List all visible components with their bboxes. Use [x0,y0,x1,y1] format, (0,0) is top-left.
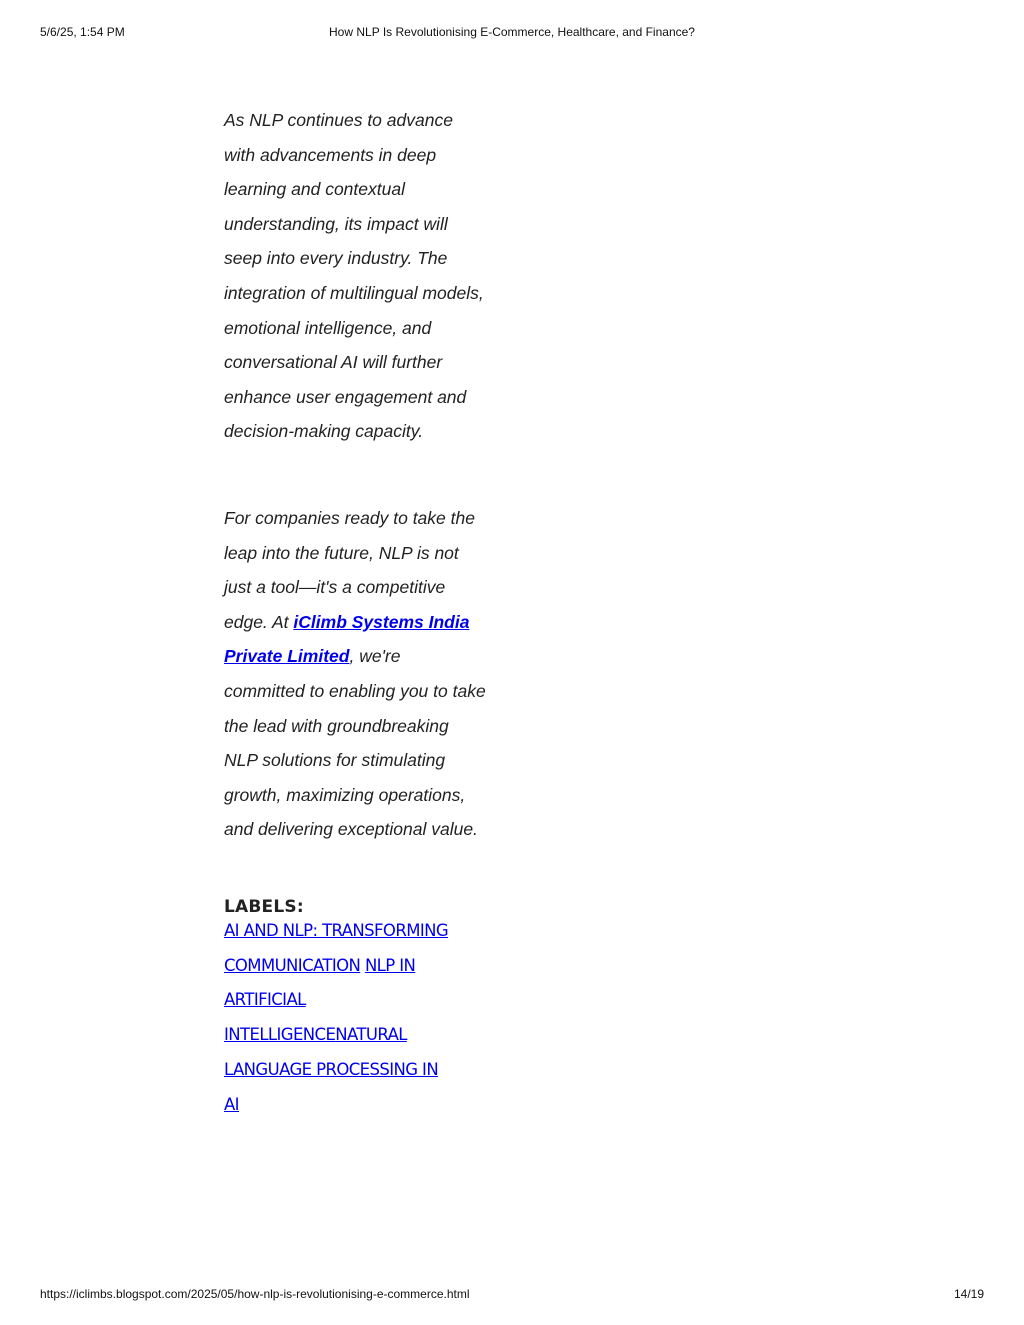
labels-section [224,895,486,1123]
post-body [224,103,486,1123]
paragraph-text-after-link: , we're committed to enabling you to take the lead with groundbreaking NLP solutions for stimulating growth, maximizing operations, and delivering exceptional value. [224,646,486,840]
paragraph-spacer [224,449,486,501]
print-header-datetime: 5/6/25, 1:54 PM [40,25,125,39]
paragraph-text-before-link: For companies ready to take the leap into the future, NLP is not just a tool—it's a competitive edge. At [224,507,475,632]
labels-heading: LABELS: [224,896,304,917]
print-footer-page-number: 14/19 [953,1287,984,1301]
labels-list [224,914,454,1123]
print-header-title: How NLP Is Revolutionising E-Commerce, Healthcare, and Finance? [329,25,695,39]
paragraph-nlp-advance: As NLP continues to advance with advancements in deep learning and contextual understanding, its impact will seep into every industry. The integration of multilingual models, emotional intelligence, and conversational AI will further enhance user engagement and decision-making capacity. [224,110,484,442]
label-link-ai-and-nlp[interactable]: AI AND NLP: TRANSFORMING COMMUNICATION [224,920,449,975]
iclimb-company-link[interactable]: iClimb Systems India Private Limited [224,611,470,667]
print-footer-url: https://iclimbs.blogspot.com/2025/05/how-nlp-is-revolutionising-e-commerce.html [40,1287,470,1301]
label-link-natural-language-processing[interactable]: NATURAL LANGUAGE PROCESSING IN AI [224,1025,439,1114]
paragraph-companies [224,501,486,847]
label-link-nlp-in-ai[interactable]: NLP IN ARTIFICIAL INTELLIGENCE [224,955,416,1045]
